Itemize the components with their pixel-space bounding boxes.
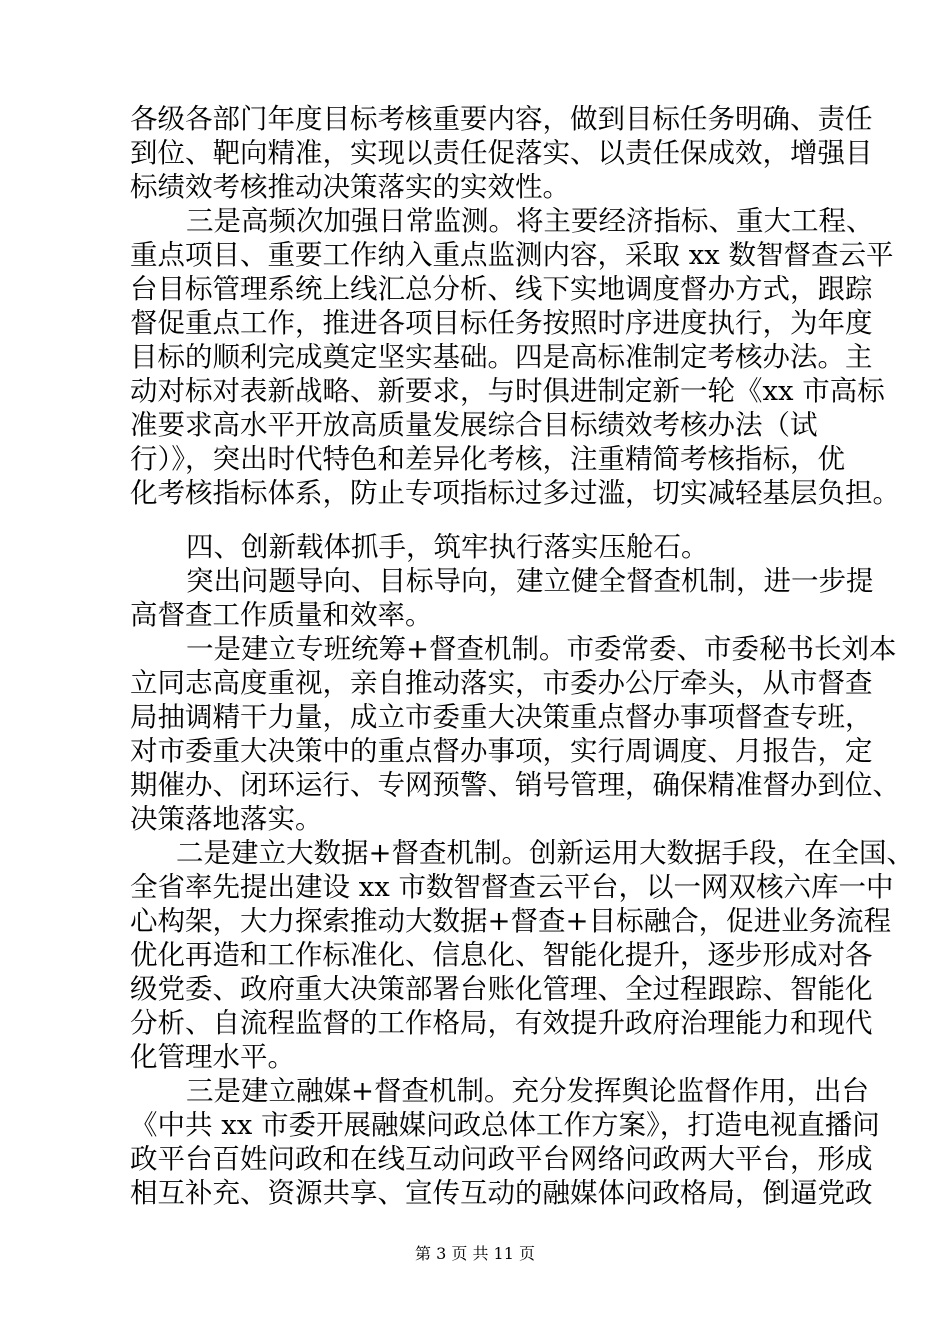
text-line: 优化再造和工作标准化、信息化、智能化提升，逐步形成对各 xyxy=(130,939,873,971)
text-line: 相互补充、资源共享、宣传互动的融媒体问政格局，倒逼党政 xyxy=(130,1177,873,1209)
text-line: 动对标对表新战略、新要求，与时俱进制定新一轮《xx 市高标 xyxy=(130,375,885,407)
text-line: 标绩效考核推动决策落实的实效性。 xyxy=(130,171,570,203)
text-line: 各级各部门年度目标考核重要内容，做到目标任务明确、责任 xyxy=(130,103,873,135)
text-line: 对市委重大决策中的重点督办事项，实行周调度、月报告，定 xyxy=(130,735,873,767)
text-line: 级党委、政府重大决策部署台账化管理、全过程跟踪、智能化 xyxy=(130,973,873,1005)
section-heading: 四、创新载体抓手，筑牢执行落实压舱石。 xyxy=(186,531,709,563)
text-line: 督促重点工作，推进各项目标任务按照时序进度执行，为年度 xyxy=(130,307,873,339)
text-line: 化考核指标体系，防止专项指标过多过滥，切实减轻基层负担。 xyxy=(130,477,900,509)
text-line: 行）》，突出时代特色和差异化考核，注重精简考核指标，优 xyxy=(130,443,845,475)
text-line: 台目标管理系统上线汇总分析、线下实地调度督办方式，跟踪 xyxy=(130,273,873,305)
text-line: 心构架，大力探索推动大数据+督查+目标融合，促进业务流程 xyxy=(130,905,892,937)
text-line: 二是建立大数据+督查机制。创新运用大数据手段，在全国、 xyxy=(176,837,915,869)
text-line: 全省率先提出建设 xx 市数智督查云平台，以一网双核六库一中 xyxy=(130,871,894,903)
text-line: 《中共 xx 市委开展融媒问政总体工作方案》，打造电视直播问 xyxy=(130,1109,880,1141)
text-line: 目标的顺利完成奠定坚实基础。四是高标准制定考核办法。主 xyxy=(130,341,873,373)
page-footer: 第 3 页 共 11 页 xyxy=(415,1244,535,1263)
text-line: 重点项目、重要工作纳入重点监测内容，采取 xx 数智督查云平 xyxy=(130,239,894,271)
text-line: 三是高频次加强日常监测。将主要经济指标、重大工程、 xyxy=(186,205,874,237)
text-line: 期催办、闭环运行、专网预警、销号管理，确保精准督办到位、 xyxy=(130,769,900,801)
text-line: 三是建立融媒+督查机制。充分发挥舆论监督作用，出台 xyxy=(186,1075,870,1107)
text-line: 政平台百姓问政和在线互动问政平台网络问政两大平台，形成 xyxy=(130,1143,873,1175)
text-line: 化管理水平。 xyxy=(130,1041,295,1073)
text-line: 局抽调精干力量，成立市委重大决策重点督办事项督查专班， xyxy=(130,701,873,733)
text-line: 突出问题导向、目标导向，建立健全督查机制，进一步提 xyxy=(186,565,874,597)
text-line: 一是建立专班统筹+督查机制。市委常委、市委秘书长刘本 xyxy=(186,633,897,665)
text-line: 立同志高度重视，亲自推动落实，市委办公厅牵头，从市督查 xyxy=(130,667,873,699)
text-line: 高督查工作质量和效率。 xyxy=(130,599,433,631)
text-line: 到位、靶向精准，实现以责任促落实、以责任保成效，增强目 xyxy=(130,137,873,169)
text-line: 准要求高水平开放高质量发展综合目标绩效考核办法（试 xyxy=(130,409,818,441)
text-line: 分析、自流程监督的工作格局，有效提升政府治理能力和现代 xyxy=(130,1007,873,1039)
text-line: 决策落地落实。 xyxy=(130,803,323,835)
